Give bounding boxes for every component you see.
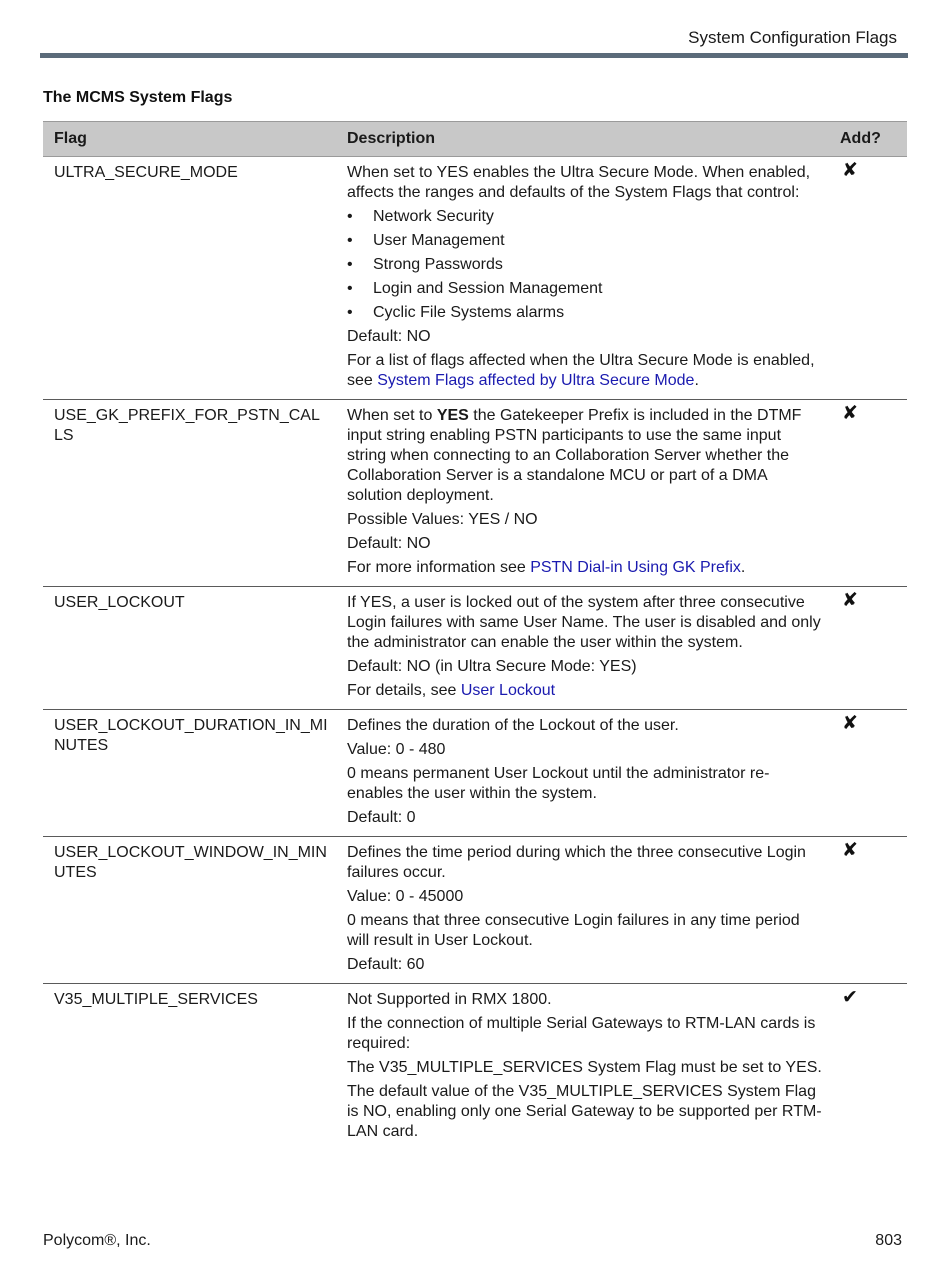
text-fragment: . (694, 372, 699, 389)
list-item: • User Management (347, 231, 824, 251)
add-mark: ✘ (842, 840, 858, 861)
list-item: • Strong Passwords (347, 255, 824, 275)
description-text: 0 means permanent User Lockout until the administrator re-enables the user within the system. (347, 765, 770, 802)
list-item: • Login and Session Management (347, 279, 824, 299)
add-mark: ✘ (842, 403, 858, 424)
flag-description (336, 587, 832, 710)
default-value: Default: 60 (347, 956, 425, 973)
default-value: Default: NO (347, 535, 431, 552)
list-item: • Network Security (347, 207, 824, 227)
description-text: 0 means that three consecutive Login failures in any time period will result in User Lockout. (347, 912, 800, 949)
flag-name: V35_MULTIPLE_SERVICES (54, 991, 258, 1008)
description-text (347, 406, 824, 506)
column-header-add: Add? (832, 122, 907, 157)
add-cross-icon (832, 400, 907, 587)
table-header-row (43, 122, 907, 157)
table-row (43, 587, 907, 710)
table-row (43, 984, 907, 1151)
flag-description (336, 157, 832, 400)
bold-value: YES (436, 407, 469, 424)
add-cross-icon (832, 587, 907, 710)
list-item: • Cyclic File Systems alarms (347, 303, 824, 323)
bullet-list (347, 207, 824, 323)
user-lockout-link[interactable]: User Lockout (460, 682, 556, 699)
description-text (347, 351, 824, 391)
flag-name: USE_GK_PREFIX_FOR_PSTN_CALLS (43, 400, 336, 587)
add-check-icon (832, 984, 907, 1151)
description-text: The default value of the V35_MULTIPLE_SERVICES System Flag is NO, enabling only one Serial Gateway to be supported per RTM-LAN card. (347, 1083, 822, 1140)
text-fragment: For details, see (347, 682, 461, 699)
column-header-description: Description (336, 122, 832, 157)
flag-name: ULTRA_SECURE_MODE (43, 157, 336, 400)
add-mark: ✔ (842, 987, 858, 1008)
description-text: Not Supported in RMX 1800. (347, 991, 552, 1008)
description-text (347, 558, 824, 578)
flag-description (336, 710, 832, 837)
possible-values: Possible Values: YES / NO (347, 511, 538, 528)
text-fragment: the Gatekeeper Prefix is included in the DTMF input string enabling PSTN participants to use the same input string when connecting to an Collaboration Server whether the Collaboration Server is a standalone MCU or part of a DMA solution deployment. (347, 407, 802, 504)
text-fragment: When set to (347, 407, 437, 424)
add-cross-icon (832, 157, 907, 400)
default-value: Default: 0 (347, 809, 416, 826)
default-value: Default: NO (in Ultra Secure Mode: YES) (347, 658, 637, 675)
value-range: Value: 0 - 480 (347, 741, 446, 758)
table-row (43, 837, 907, 984)
flag-name: USER_LOCKOUT (43, 587, 336, 710)
table-row (43, 710, 907, 837)
flag-description (336, 837, 832, 984)
flag-name: USER_LOCKOUT_DURATION_IN_MINUTES (43, 710, 336, 837)
description-text: When set to YES enables the Ultra Secure Mode. When enabled, affects the ranges and defaults of the System Flags that control: (347, 164, 811, 201)
pstn-dial-in-link[interactable]: PSTN Dial-in Using GK Prefix (530, 559, 741, 576)
add-mark: ✘ (842, 160, 858, 181)
footer-company: Polycom®, Inc. (43, 1232, 151, 1249)
text-fragment: For a list of flags affected when the Ultra Secure Mode is enabled, see (347, 352, 815, 389)
description-text: If YES, a user is locked out of the system after three consecutive Login failures with same User Name. The user is disabled and only the administrator can enable the user within the system. (347, 594, 821, 651)
description-text: If the connection of multiple Serial Gateways to RTM-LAN cards is required: (347, 1015, 816, 1052)
default-value: Default: NO (347, 328, 431, 345)
table-row (43, 157, 907, 400)
column-header-flag: Flag (43, 122, 336, 157)
text-fragment: . (740, 559, 746, 576)
section-title: The MCMS System Flags (43, 89, 233, 106)
page-number: 803 (875, 1232, 902, 1249)
flag-description (336, 984, 832, 1151)
text-fragment: For more information see (347, 559, 531, 576)
add-cross-icon (832, 710, 907, 837)
description-text: Defines the time period during which the three consecutive Login failures occur. (347, 844, 806, 881)
flag-description (336, 400, 832, 587)
add-mark: ✘ (842, 590, 858, 611)
description-text (347, 681, 824, 701)
running-header-title: System Configuration Flags (688, 28, 897, 47)
ultra-secure-flags-link[interactable]: System Flags affected by Ultra Secure Mode (377, 372, 695, 389)
system-flags-table (43, 121, 907, 1150)
description-text: The V35_MULTIPLE_SERVICES System Flag must be set to YES. (347, 1059, 822, 1076)
add-mark: ✘ (842, 713, 858, 734)
add-cross-icon (832, 837, 907, 984)
header-rule (40, 53, 908, 58)
value-range: Value: 0 - 45000 (347, 888, 464, 905)
description-text: Defines the duration of the Lockout of the user. (347, 717, 679, 734)
table-row (43, 400, 907, 587)
flag-name: USER_LOCKOUT_WINDOW_IN_MINUTES (43, 837, 336, 984)
